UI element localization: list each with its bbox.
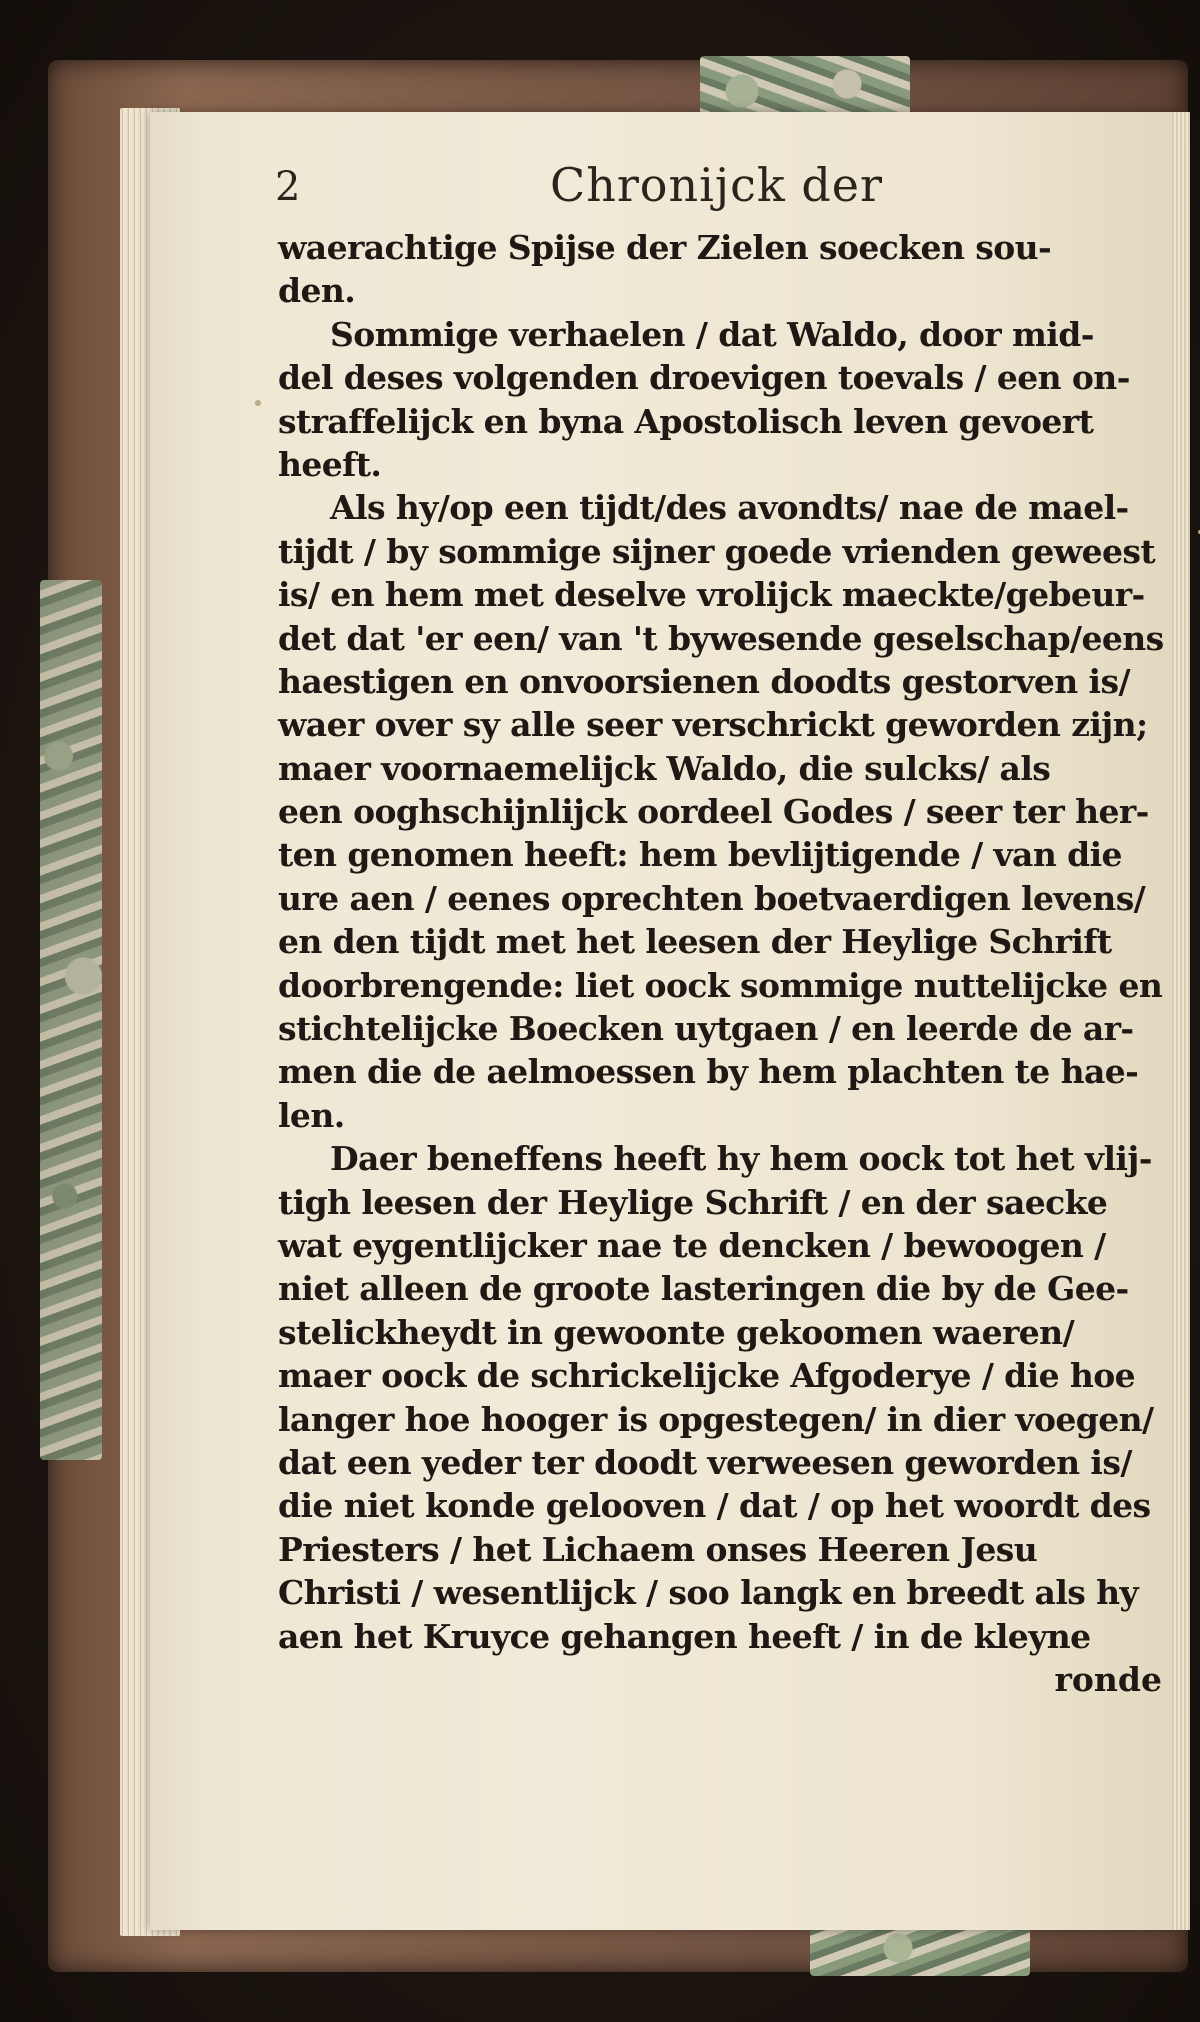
text-line: een ooghschijnlijck oordeel Godes / seer ter her-	[278, 792, 1149, 832]
text-line: waer over sy alle seer verschrickt geworden zijn;	[278, 705, 1148, 745]
text-line: det dat 'er een/ van 't bywesende geselschap/eens	[278, 618, 1164, 658]
text-line: aen het Kruyce gehangen heeft / in de kleyne	[278, 1616, 1091, 1656]
page-edge-right	[1172, 112, 1190, 1930]
running-head: Chronijck der	[550, 158, 884, 212]
catchword: ronde	[1054, 1659, 1162, 1699]
text-line: Priesters / het Lichaem onses Heeren Jesu	[278, 1529, 1038, 1569]
paper-speck	[255, 400, 261, 406]
marbled-endpaper-left	[40, 580, 102, 1460]
text-line: doorbrengende: liet oock sommige nuttelijcke en	[278, 965, 1163, 1005]
body-text	[278, 226, 1168, 1702]
text-line: stelickheydt in gewoonte gekoomen waeren/	[278, 1312, 1075, 1352]
text-line: Sommige verhaelen / dat Waldo, door mid-	[330, 314, 1094, 354]
page-header	[275, 158, 1155, 218]
text-line: del deses volgenden droevigen toevals / een on-	[278, 358, 1130, 398]
text-line: en den tijdt met het leesen der Heylige Schrift	[278, 922, 1112, 962]
text-line: is/ en hem met deselve vrolijck maeckte/gebeur-	[278, 575, 1145, 615]
text-line: maer oock de schrickelijcke Afgoderye / die hoe	[278, 1356, 1136, 1396]
text-line: heeft.	[278, 444, 382, 484]
text-line: maer voornaemelijck Waldo, die sulcks/ als	[278, 748, 1051, 788]
text-line: haestigen en onvoorsienen doodts gestorven is/	[278, 661, 1130, 701]
text-line: stichtelijcke Boecken uytgaen / en leerde de ar-	[278, 1009, 1134, 1049]
text-line: men die de aelmoessen by hem plachten te hae-	[278, 1052, 1139, 1092]
text-line: Daer beneffens heeft hy hem oock tot het vlij-	[330, 1139, 1152, 1179]
text-line: ure aen / eenes oprechten boetvaerdigen levens/	[278, 878, 1146, 918]
text-line: ten genomen heeft: hem bevlijtigende / van die	[278, 835, 1122, 875]
text-line: wat eygentlijcker nae te dencken / bewoogen /	[278, 1225, 1106, 1265]
text-line: langer hoe hooger is opgestegen/ in dier voegen/	[278, 1399, 1154, 1439]
text-line: waerachtige Spijse der Zielen soecken sou-	[278, 228, 1052, 267]
text-line: die niet konde gelooven / dat / op het woordt des	[278, 1486, 1151, 1526]
text-line: straffelijck en byna Apostolisch leven gevoert	[278, 401, 1094, 441]
text-line: niet alleen de groote lasteringen die by de Gee-	[278, 1269, 1129, 1309]
text-line: dat een yeder ter doodt verweesen geworden is/	[278, 1442, 1132, 1482]
text-line: Als hy/op een tijdt/des avondts/ nae de mael-	[330, 488, 1129, 528]
text-line: Christi / wesentlijck / soo langk en breedt als hy	[278, 1573, 1139, 1613]
text-line: tigh leesen der Heylige Schrift / en der saecke	[278, 1182, 1108, 1222]
text-line: len.	[278, 1095, 345, 1135]
text-line: den.	[278, 271, 356, 311]
text-line: tijdt / by sommige sijner goede vrienden geweest	[278, 531, 1156, 571]
page-number: 2	[275, 164, 301, 210]
